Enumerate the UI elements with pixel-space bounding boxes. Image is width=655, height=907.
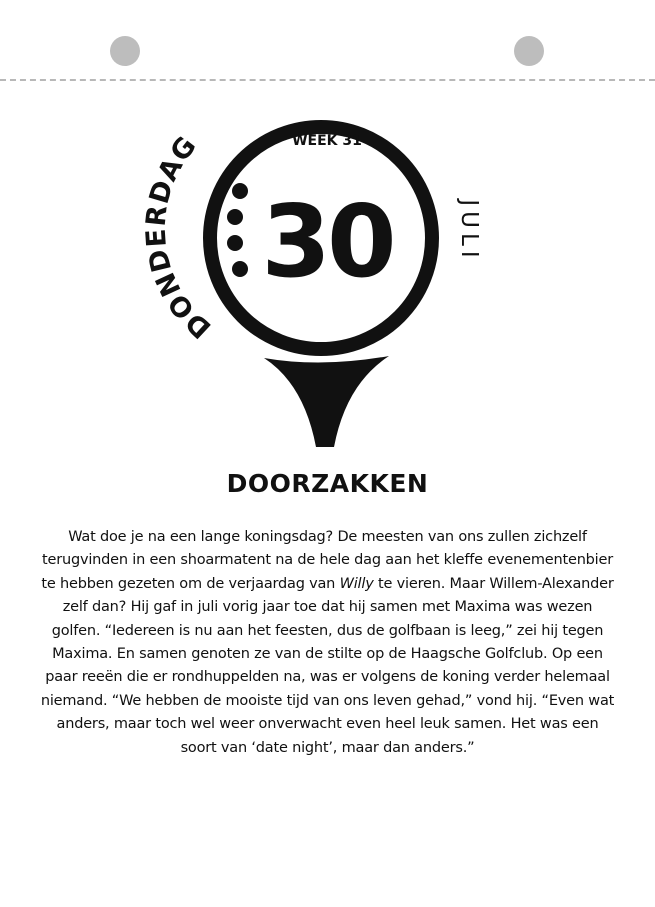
dimple-dot bbox=[232, 261, 248, 277]
article-line bbox=[40, 713, 615, 736]
dimple-dot bbox=[227, 209, 243, 225]
golf-tee-icon bbox=[264, 356, 389, 447]
article-line bbox=[40, 690, 615, 713]
article-text: Wat doe je na een lange koningsdag? De meesten van ons zullen zichzelf bbox=[68, 529, 587, 545]
day-number: 30 bbox=[261, 183, 393, 300]
article-text: te hebben gezeten om de verjaardag van bbox=[41, 575, 340, 592]
article-text: zelf dan? Hij gaf in juli vorig jaar toe dat hij samen met Maxima was wezen bbox=[62, 599, 593, 616]
article-line bbox=[40, 596, 615, 619]
article-line bbox=[40, 737, 615, 760]
article-text: soort van ‘date night’, maar dan anders.” bbox=[180, 739, 475, 756]
article-body bbox=[40, 526, 615, 760]
article-line bbox=[40, 620, 615, 643]
article-line bbox=[40, 666, 615, 689]
article-text: niemand. “We hebben de mooiste tijd van ons leven gehad,” vond hij. “Even wat bbox=[40, 692, 615, 709]
article-line bbox=[40, 549, 615, 572]
dimple-dot bbox=[227, 235, 243, 251]
article-text: Maxima. En samen genoten ze van de stilte op de Haagsche Golfclub. Op een bbox=[52, 646, 603, 663]
month-label: JULI bbox=[456, 199, 482, 263]
article-line bbox=[40, 526, 615, 549]
article-title: DOORZAKKEN bbox=[226, 469, 429, 498]
article-line bbox=[40, 573, 615, 596]
article-text: paar reeën die er rondhuppelden na, was er volgens de koning verder helemaal bbox=[45, 669, 610, 686]
article-text: te vieren. Maar Willem-Alexander bbox=[373, 575, 614, 592]
weekday-text: DONDERDAG bbox=[140, 130, 218, 345]
week-label: WEEK 31 bbox=[292, 133, 362, 149]
article-line bbox=[40, 643, 615, 666]
dimple-dot bbox=[232, 183, 248, 199]
article-emphasis: Willy bbox=[339, 575, 374, 592]
article-text: terugvinden in een shoarmatent na de hele dag aan het kleffe evenementenbier bbox=[42, 552, 613, 569]
article-text: golfen. “Iedereen is nu aan het feesten, dus de golfbaan is leeg,” zei hij tegen bbox=[51, 622, 604, 639]
article-text: anders, maar toch wel weer onverwacht even heel leuk samen. Het was een bbox=[56, 716, 599, 733]
